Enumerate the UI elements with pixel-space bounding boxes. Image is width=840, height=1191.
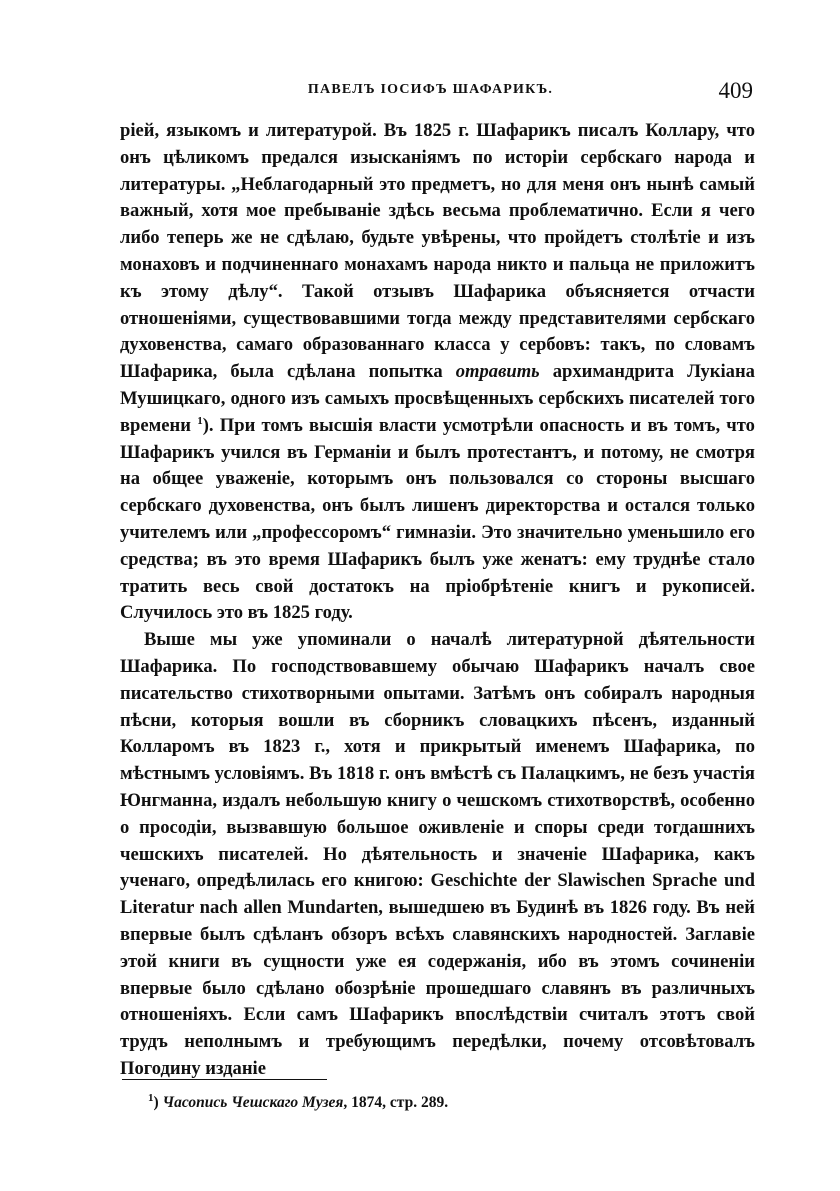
running-head	[108, 78, 753, 104]
page-number: 409	[718, 78, 753, 103]
footnote-rule	[122, 1079, 327, 1080]
footnote-mark: 1	[148, 1091, 154, 1104]
paragraph-2: Выше мы уже упоминали о началѣ литературной дѣятельности Шафарика. По господствовавшему обычаю Шафарикъ началъ свое писательство стихотворными опытами. Затѣмъ онъ собиралъ народныя пѣсни, которыя вошли въ сборникъ словацкихъ пѣсенъ, изданный Колларомъ въ 1823 г., хотя и прикрытый именемъ Шафарика, по мѣстнымъ условіямъ. Въ 1818 г. онъ вмѣстѣ съ Палацкимъ, не безъ участія Юнгманна, издалъ небольшую книгу о чешскомъ стихотворствѣ, особенно о просодіи, вызвавшую большое оживленіе и споры среди тогдашнихъ чешскихъ писателей. Но дѣятельность и значеніе Шафарика, какъ ученаго, опредѣлилась его книгою: Geschichte der Slawischen Sprache und Literatur nach allen Mundarten, вышедшею въ Будинѣ въ 1826 году. Въ ней впервые былъ сдѣланъ обзоръ всѣхъ славянскихъ народностей. Заглавіе этой книги въ сущности уже ея содержанія, ибо въ этомъ сочиненіи впервые было сдѣлано обозрѣніе прошедшаго славянъ въ различныхъ отношеніяхъ. Если самъ Шафарикъ впослѣдствіи считалъ этотъ свой трудъ неполнымъ и требующимъ передѣлки, почему отсовѣтовалъ Погодину изданіе	[120, 629, 755, 1079]
footnote-reference: 1	[197, 414, 203, 427]
paragraph-1-part-a: ріей, языкомъ и литературой. Въ 1825 г. Шафарикъ писалъ Коллару, что онъ цѣликомъ предался изысканіямъ по исторіи сербскаго народа и литературы. „Неблагодарный это предметъ, но для меня онъ нынѣ самый важный, хотя мое пребываніе здѣсь весьма проблематично. Если я чего либо теперь же не сдѣлаю, будьте увѣрены, что пройдетъ столѣтіе и изъ монаховъ и подчиненнаго монахамъ народа никто и пальца не приложитъ къ этому дѣлу“. Такой отзывъ Шафарика объясняется отчасти отношеніями, существовавшими тогда между представителями сербскаго духовенства, самаго образованнаго класса у сербовъ: такъ, по словамъ Шафарика, была сдѣлана попытка	[120, 120, 755, 383]
paragraph-1-part-b: архимандрита Лукіана Мушицкаго, одного изъ самыхъ просвѣщенныхъ сербскихъ писателей того времени	[120, 361, 755, 436]
running-title: ПАВЕЛЪ ІОСИФЪ ШАФАРИКЪ.	[307, 82, 554, 97]
footnote-details: , 1874, стр. 289.	[343, 1094, 449, 1111]
paragraph-1-part-c: ). При томъ высшія власти усмотрѣли опасность и въ томъ, что Шафарикъ учился въ Германіи и былъ протестантъ, и потому, не смотря на общее уваженіе, которымъ онъ пользовался со стороны высшаго сербскаго духовенства, онъ былъ лишенъ директорства и остался только учителемъ или „профессоромъ“ гимназіи. Это значительно уменьшило его средства; въ это время Шафарикъ былъ уже женатъ: ему труднѣе стало тратить весь свой достатокъ на пріобрѣтеніе книгъ и рукописей. Случилось это въ 1825 году.	[120, 414, 755, 624]
footnote-source: Часопись Чешскаго Музея	[162, 1094, 344, 1111]
emphasized-word: отравить	[455, 361, 540, 383]
body-text	[120, 118, 755, 1083]
paragraph-1	[120, 118, 755, 627]
footnote-mark-suffix: )	[153, 1094, 159, 1111]
footnote	[148, 1091, 708, 1112]
